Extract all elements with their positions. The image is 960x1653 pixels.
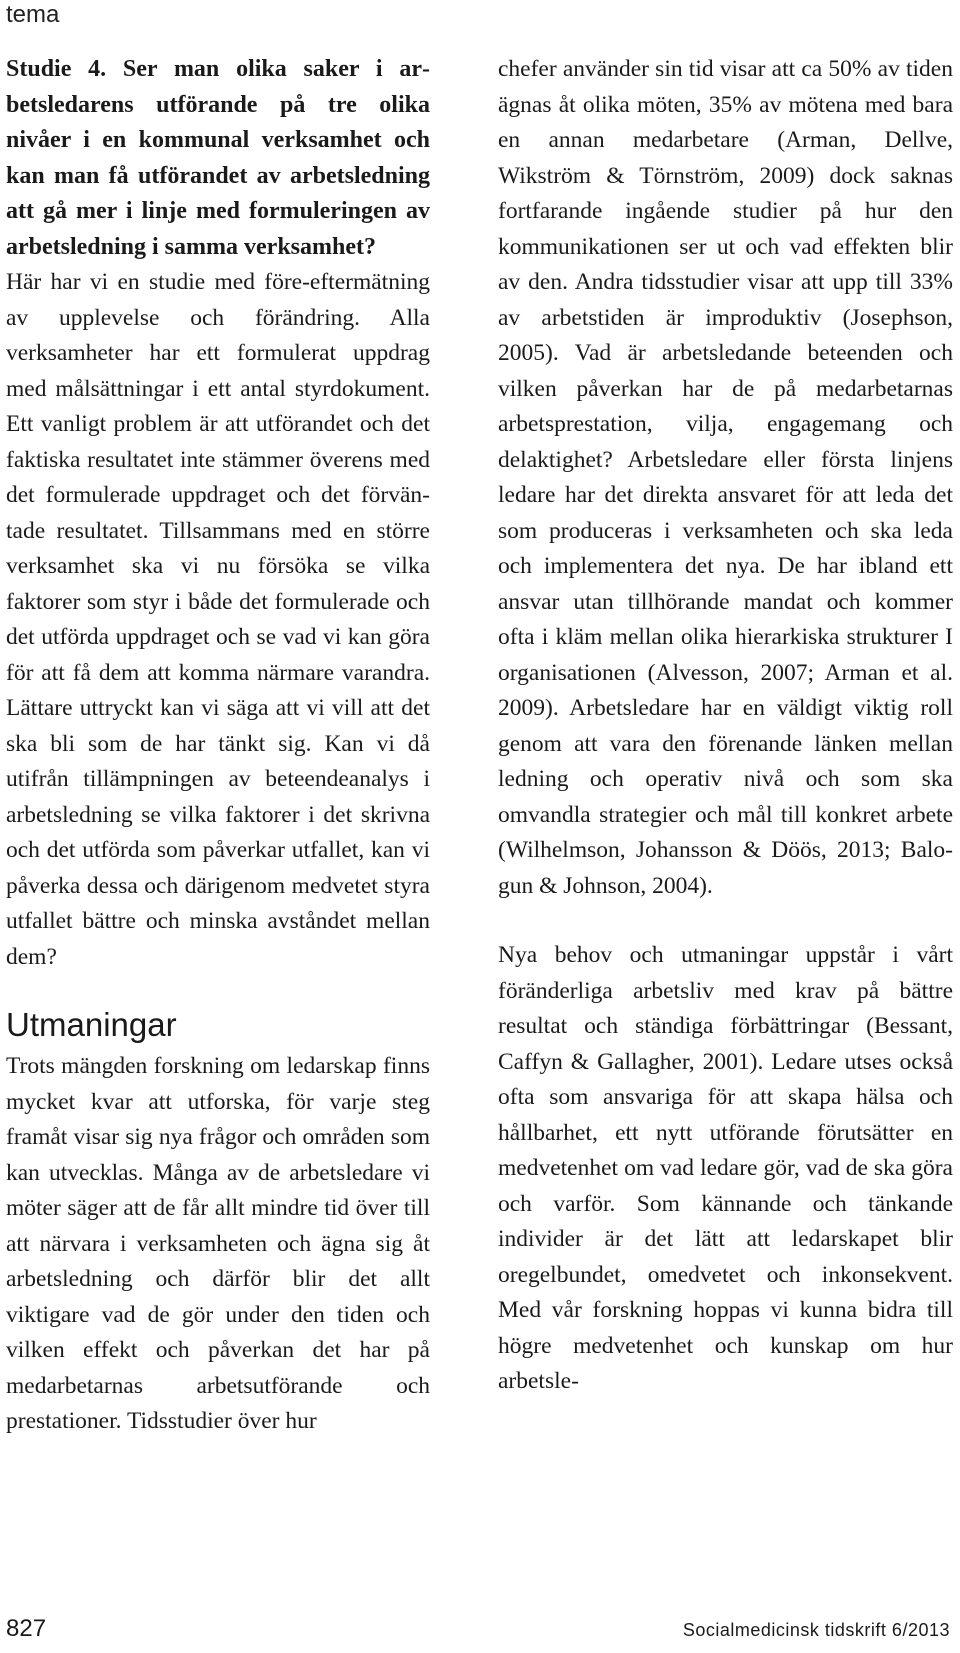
left-column (6, 52, 430, 1440)
study-heading: Studie 4. Ser man olika saker i arbetsledarens utförande på tre olika nivåer i en kommunal verksamhet och kan man få utförandet av arbetsledning att gå mer i linje med formuleringen av arbetsledning i samma verksamhet? (6, 56, 430, 260)
journal-name: Socialmedicinsk tidskrift 6/2013 (682, 1620, 950, 1640)
section-heading: Utmaningar (6, 1006, 177, 1043)
section-paragraph: Trots mängden forskning om ledarskap finns mycket kvar att utforska, för varje steg framåt visar sig nya frågor och områden som kan utvecklas. Många av de arbetsledare vi möter säger att de får allt mindre tid över till att närvara i verksamheten och ägna sig åt arbetsledning och därför blir det allt viktigare vad de gör under den tiden och vilken effekt och påverkan det har på medarbetarnas arbetsutförande och prestationer. Tidsstudier över hur (6, 1053, 430, 1434)
section-label: tema (6, 1, 60, 28)
study-paragraph: Här har vi en studie med före-eftermätning av upplevelse och förändring. Alla verksamheter har ett formulerat uppdrag med målsättningar i ett antal styrdokument. Ett vanligt problem är att utförandet och det faktiska resultatet inte stämmer överens med det formulerade uppdraget och det förväntade resultatet. Tillsammans med en större verksamhet ska vi nu försöka se vilka faktorer som styr i både det formulerade och det utförda uppdraget och se vad vi kan göra för att få dem att komma närmare varandra. Lättare uttryckt kan vi säga att vi vill att det ska bli som de har tänkt sig. Kan vi då utifrån tillämpningen av beteendeanalys i arbetsledning se vilka faktorer i det skrivna och det utförda som påverkar utfallet, kan vi påverka dessa och därigenom medvetet styra utfallet bättre och minska avståndet mellan dem? (6, 269, 430, 970)
right-paragraph-2: Nya behov och utmaningar uppstår i vårt föränderliga arbetsliv med krav på bättre resultat och ständiga förbättringar (Bessant, Caffyn & Gallagher, 2001). Ledare utses också ofta som ansvariga för att skapa hälsa och hållbarhet, ett nytt utförande förutsätter en medvetenhet om vad ledare gör, vad de ska göra och varför. Som kännande och tänkande individer är det lätt att ledarskapet blir oregelbundet, omedvetet och inkonsekvent. Med vår forskning hoppas vi kunna bidra till högre medvetenhet och kunskap om hur arbetsle- (498, 942, 953, 1394)
right-column (498, 52, 953, 1400)
right-paragraph-1: chefer använder sin tid visar att ca 50% av tiden ägnas åt olika möten, 35% av mötena med bara en annan medarbetare (Arman, Dellve, Wikström & Törnström, 2009) dock saknas fortfarande ingående studier på hur den kommunikationen ser ut och vad effekten blir av den. Andra tidsstudier visar att upp till 33% av arbetstiden är improduktiv (Josephson, 2005). Vad är arbetsledande beteenden och vilken påverkan har de på medarbetarnas arbetsprestation, vilja, engagemang och delaktighet? Arbetsledare eller första linjens ledare har det direkta ansvaret för att leda det som produceras i verksamheten och ska leda och implementera det nya. De har ibland ett ansvar utan tillhörande mandat och kommer ofta i kläm mellan olika hierarkiska strukturer I organisationen (Alvesson, 2007; Arman et al. 2009). Arbetsledare har en väldigt viktig roll genom att vara den förenande länken mellan ledning och operativ nivå och som ska omvandla strategier och mål till konkret arbete (Wilhelmson, Johansson & Döös, 2013; Balogun & Johnson, 2004). (498, 56, 953, 899)
page-number: 827 (6, 1615, 47, 1642)
